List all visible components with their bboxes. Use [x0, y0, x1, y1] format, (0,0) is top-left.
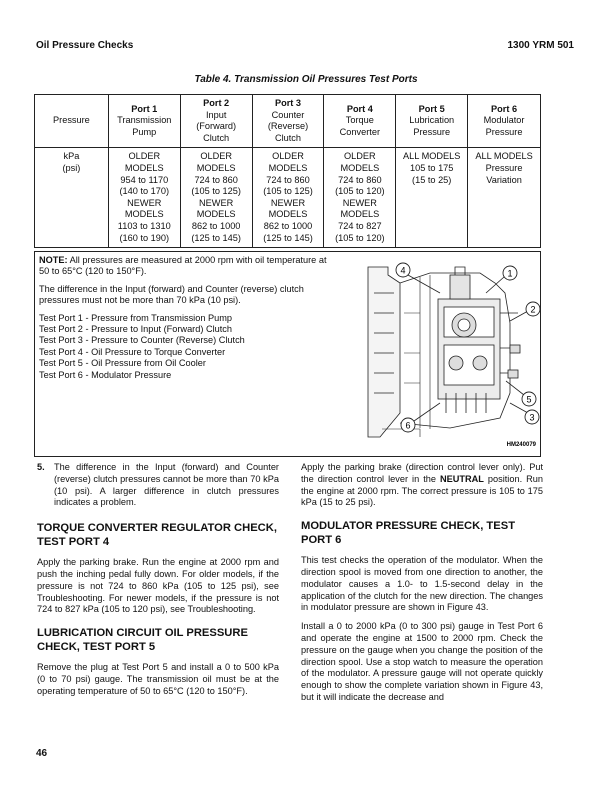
pressure-header: Pressure — [35, 95, 109, 148]
svg-text:4: 4 — [400, 265, 406, 276]
port-1-values: OLDER MODELS 954 to 1170 (140 to 170) NEWER MODELS 1103 to 1310 (160 to 190) — [108, 148, 180, 248]
callout-4 — [396, 263, 410, 277]
svg-text:1: 1 — [507, 268, 513, 279]
step-5 — [37, 462, 279, 509]
paragraph-lubrication: Remove the plug at Test Port 5 and install a 0 to 500 kPa (0 to 70 psi) gauge. The transmission oil must be at the operating temperature of 50 to 65°C (120 to 150°F). — [37, 662, 279, 696]
note-text — [39, 255, 329, 381]
unit-label-cell: kPa (psi) — [35, 148, 109, 248]
test-port-list — [39, 313, 329, 381]
neutral-emphasis: NEUTRAL — [439, 473, 484, 484]
paragraph-modulator-2: Install a 0 to 2000 kPa (0 to 300 psi) gauge in Test Port 6 and operate the engine at 1500 to 2000 rpm. Check the pressure on the gauge when you change the position of the direction spool. Use a stop watch to measure the operation of the modulator. A pressure gauge will not operate quickly enough to show the complete variation shown in Figure 43, but it will indicate the decrease and — [301, 621, 543, 702]
paragraph-parking-brake: Apply the parking brake (direction control lever only). Put the direction control lever in the NEUTRAL position. Run the engine at 2000 rpm. The correct pressure is 105 to 175 kPa (15 to 25 psi). — [301, 462, 543, 508]
note-body: All pressures are measured at 2000 rpm with oil temperature at 50 to 65°C (120 to 150°F). — [39, 255, 327, 277]
list-item: Test Port 3 - Pressure to Counter (Reverse) Clutch — [39, 335, 245, 346]
step-text: The difference in the Input (forward) and Counter (reverse) clutch pressures cannot be more than 70 kPa (10 psi). A larger difference in clutch pressures indicates a problem. — [54, 462, 279, 508]
list-item: Test Port 4 - Oil Pressure to Torque Converter — [39, 346, 226, 357]
callout-2 — [526, 302, 540, 316]
port-5-values: ALL MODELS 105 to 175 (15 to 25) — [396, 148, 468, 248]
table-row — [35, 148, 541, 248]
transmission-diagram — [360, 253, 541, 456]
note-box — [34, 251, 541, 457]
list-item: Test Port 6 - Modulator Pressure — [39, 369, 172, 380]
list-item: Test Port 2 - Pressure to Input (Forward) Clutch — [39, 324, 233, 335]
heading-lubrication: LUBRICATION CIRCUIT OIL PRESSURE CHECK, TEST PORT 5 — [37, 627, 248, 654]
port-5-header: Port 5 Lubrication Pressure — [396, 95, 468, 148]
left-column — [37, 462, 279, 705]
step-number: 5. — [37, 462, 45, 472]
note-label: NOTE: — [39, 255, 68, 265]
right-column — [301, 462, 543, 711]
paragraph-modulator-1: This test checks the operation of the modulator. When the direction spool is moved from one direction to another, the modulator causes a 1.0- to 1.5-second delay in the application of the clutch for the new direction. The changes in modulator pressure are shown in Figure 43. — [301, 555, 543, 613]
svg-text:2: 2 — [530, 304, 536, 315]
document-number: 1300 YRM 501 — [507, 40, 574, 51]
page-number: 46 — [36, 748, 48, 759]
port-4-values: OLDER MODELS 724 to 860 (105 to 120) NEWER MODELS 724 to 827 (105 to 120) — [324, 148, 396, 248]
port-2-values: OLDER MODELS 724 to 860 (105 to 125) NEWER MODELS 862 to 1000 (125 to 145) — [180, 148, 252, 248]
svg-text:3: 3 — [529, 412, 535, 423]
callout-5 — [522, 392, 536, 406]
port-4-header: Port 4 Torque Converter — [324, 95, 396, 148]
svg-text:6: 6 — [405, 420, 411, 431]
test-ports-table — [34, 94, 541, 248]
port-1-header: Port 1 Transmission Pump — [108, 95, 180, 148]
table-header-row — [35, 95, 541, 148]
callout-3 — [525, 410, 539, 424]
figure-code: HM240079 — [506, 442, 536, 448]
port-6-header: Port 6 Modulator Pressure — [468, 95, 541, 148]
heading-modulator: MODULATOR PRESSURE CHECK, TEST PORT 6 — [301, 520, 516, 547]
callout-6 — [401, 418, 415, 432]
paragraph-torque-converter: Apply the parking brake. Run the engine at 2000 rpm and push the inching pedal fully down. For older models, if the pressure is not 724 to 860 kPa (105 to 125 psi), see Troubleshooting. For newer models, if the pressure is not 724 to 827 kPa (105 to 120 psi), see Troubleshooting. — [37, 557, 279, 615]
list-item: Test Port 5 - Oil Pressure from Oil Cooler — [39, 358, 206, 369]
port-3-values: OLDER MODELS 724 to 860 (105 to 125) NEWER MODELS 862 to 1000 (125 to 145) — [252, 148, 324, 248]
note-difference: The difference in the Input (forward) and Counter (reverse) clutch pressures must not be more than 70 kPa (10 psi). — [39, 283, 304, 306]
heading-torque-converter: TORQUE CONVERTER REGULATOR CHECK, TEST PORT 4 — [37, 522, 277, 549]
note-paragraph — [39, 255, 329, 278]
section-title: Oil Pressure Checks — [36, 40, 134, 51]
port-3-header: Port 3 Counter (Reverse) Clutch — [252, 95, 324, 148]
port-6-values: ALL MODELS Pressure Variation — [468, 148, 541, 248]
callout-1 — [503, 266, 517, 280]
svg-text:5: 5 — [526, 394, 532, 405]
table-caption: Table 4. Transmission Oil Pressures Test Ports — [194, 74, 418, 85]
port-2-header: Port 2 Input (Forward) Clutch — [180, 95, 252, 148]
list-item: Test Port 1 - Pressure from Transmission Pump — [39, 312, 232, 323]
